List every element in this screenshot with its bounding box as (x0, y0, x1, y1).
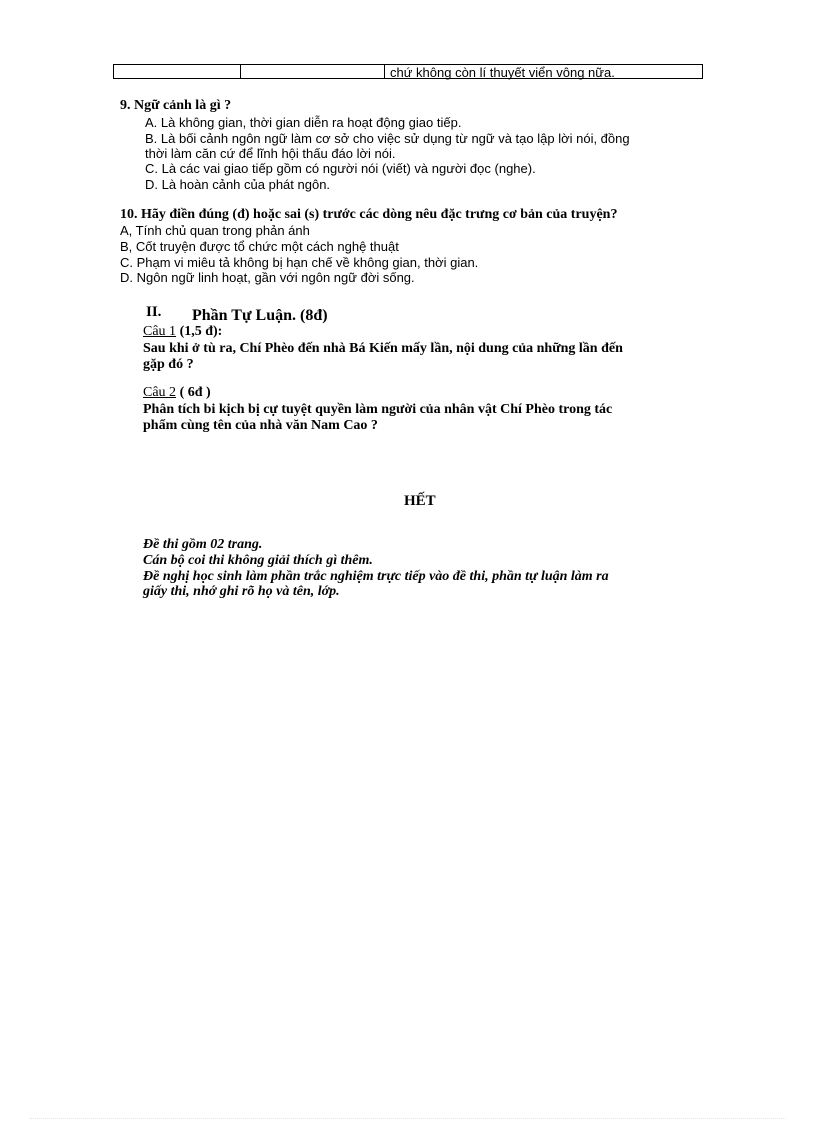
note-line: Cán bộ coi thi không giải thích gì thêm. (143, 553, 373, 568)
question-9-option-d: D. Là hoàn cảnh của phát ngôn. (145, 177, 331, 192)
question-1-text-line: gặp đó ? (143, 357, 194, 372)
question-10-title: 10. Hãy điền đúng (đ) hoặc sai (s) trước các dòng nêu đặc trưng cơ bản của truyện? (120, 207, 618, 222)
section-number: II. (146, 304, 162, 320)
table-remnant (113, 64, 703, 79)
question-10-option-d: D. Ngôn ngữ linh hoạt, gần với ngôn ngữ đời sống. (120, 270, 415, 285)
question-10-option-b: B, Cốt truyện được tổ chức một cách nghệ thuật (120, 239, 399, 254)
question-9-option-b: B. Là bối cảnh ngôn ngữ làm cơ sở cho việc sử dụng từ ngữ và tạo lập lời nói, đồng (145, 131, 630, 146)
question-9-title: 9. Ngữ cảnh là gì ? (120, 98, 232, 113)
question-2-heading (143, 385, 211, 401)
question-1-label: Câu 1 (143, 324, 177, 339)
question-2-points: ( 6đ ) (176, 385, 211, 400)
question-1-text-line: Sau khi ở tù ra, Chí Phèo đến nhà Bá Kiến mấy lần, nội dung của những lần đến (143, 341, 623, 356)
end-mark: HẾT (404, 493, 436, 509)
table-divider (240, 65, 241, 78)
question-2-label: Câu 2 (143, 385, 177, 400)
question-9-option-a: A. Là không gian, thời gian diễn ra hoạt động giao tiếp. (145, 115, 462, 130)
question-1-heading (143, 324, 222, 340)
table-divider (384, 65, 385, 78)
question-10-option-c: C. Phạm vi miêu tả không bị hạn chế về không gian, thời gian. (120, 255, 479, 270)
page-bottom-border (30, 1118, 786, 1119)
note-line: Đề nghị học sinh làm phần trắc nghiệm trực tiếp vào đề thi, phần tự luận làm ra (143, 569, 609, 584)
question-9-option-c: C. Là các vai giao tiếp gồm có người nói (viết) và người đọc (nghe). (145, 161, 536, 176)
question-1-points: (1,5 đ): (176, 324, 223, 339)
question-9-option-b-cont: thời làm căn cứ để lĩnh hội thấu đáo lời nói. (145, 146, 396, 161)
question-10-option-a: A, Tính chủ quan trong phản ánh (120, 223, 310, 238)
note-line: Đề thi gồm 02 trang. (143, 537, 263, 552)
note-line: giấy thi, nhớ ghi rõ họ và tên, lớp. (143, 584, 340, 599)
question-2-text-line: Phân tích bi kịch bị cự tuyệt quyền làm người của nhân vật Chí Phèo trong tác (143, 402, 613, 417)
question-2-text-line: phẩm cùng tên của nhà văn Nam Cao ? (143, 418, 378, 433)
section-title: Phần Tự Luận. (8đ) (192, 307, 328, 324)
table-cell-text: chứ không còn lí thuyết viển vông nữa. (390, 65, 615, 80)
